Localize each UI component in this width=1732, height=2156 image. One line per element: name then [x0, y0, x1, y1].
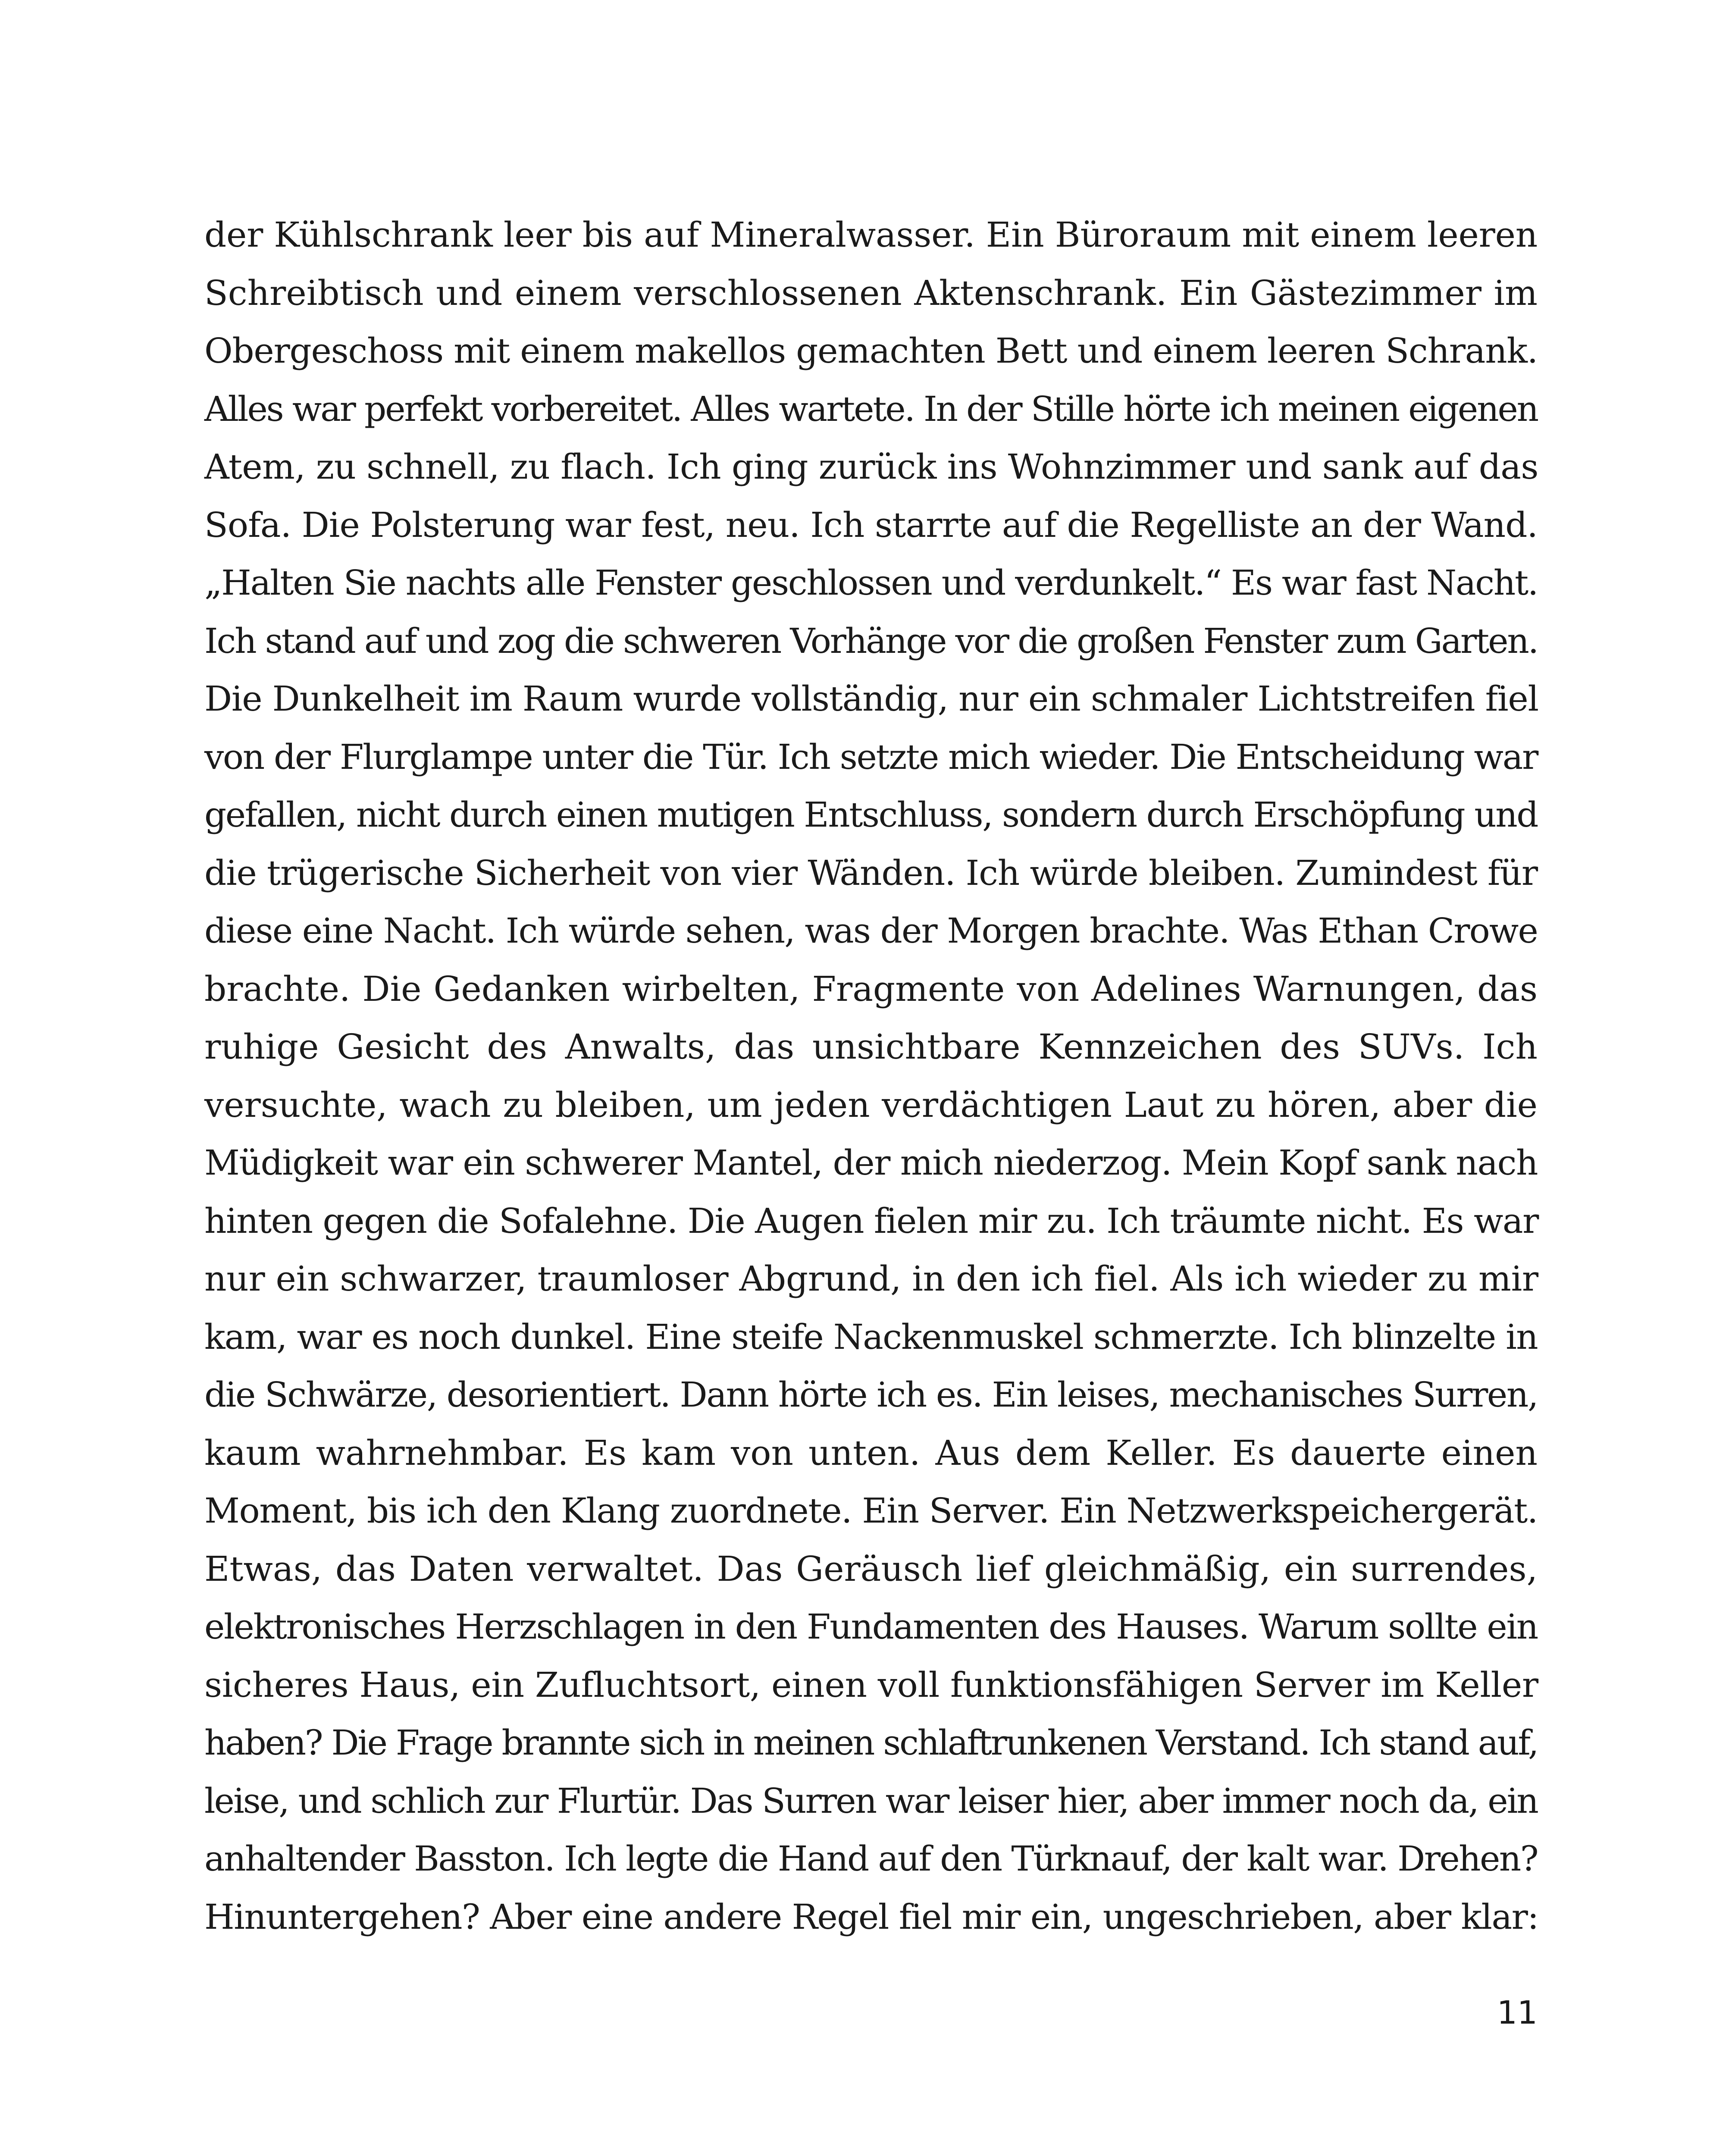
text-line: von der Flurglampe unter die Tür. Ich setzte mich wieder. Die Entscheidung war	[204, 736, 1538, 777]
body-paragraph	[204, 206, 1538, 1946]
text-line: anhaltender Basston. Ich legte die Hand auf den Türknauf, der kalt war. Drehen?	[204, 1839, 1538, 1879]
text-line: Alles war perfekt vorbereitet. Alles wartete. In der Stille hörte ich meinen eigenen	[204, 389, 1538, 429]
text-line: hinten gegen die Sofalehne. Die Augen fielen mir zu. Ich träumte nicht. Es war	[204, 1200, 1538, 1241]
text-line: Die Dunkelheit im Raum wurde vollständig, nur ein schmaler Lichtstreifen fiel	[204, 679, 1538, 719]
text-line: Moment, bis ich den Klang zuordnete. Ein Server. Ein Netzwerkspeichergerät.	[204, 1491, 1538, 1531]
text-line: Atem, zu schnell, zu flach. Ich ging zurück ins Wohnzimmer und sank auf das	[204, 447, 1538, 487]
text-line: Obergeschoss mit einem makellos gemachten Bett und einem leeren Schrank.	[204, 331, 1538, 371]
text-line: leise, und schlich zur Flurtür. Das Surren war leiser hier, aber immer noch da, ein	[204, 1780, 1538, 1821]
text-line: „Halten Sie nachts alle Fenster geschlossen und verdunkelt.“ Es war fast Nacht.	[204, 563, 1538, 603]
text-line: Hinuntergehen? Aber eine andere Regel fiel mir ein, ungeschrieben, aber klar:	[204, 1896, 1538, 1937]
text-line: kaum wahrnehmbar. Es kam von unten. Aus dem Keller. Es dauerte einen	[204, 1432, 1538, 1473]
text-line: nur ein schwarzer, traumloser Abgrund, in den ich fiel. Als ich wieder zu mir	[204, 1259, 1538, 1299]
text-line: gefallen, nicht durch einen mutigen Entschluss, sondern durch Erschöpfung und	[204, 795, 1538, 835]
text-line: der Kühlschrank leer bis auf Mineralwasser. Ein Büroraum mit einem leeren	[204, 215, 1538, 255]
text-line: haben? Die Frage brannte sich in meinen schlaftrunkenen Verstand. Ich stand auf,	[204, 1723, 1538, 1763]
text-line: sicheres Haus, ein Zufluchtsort, einen voll funktionsfähigen Server im Keller	[204, 1664, 1538, 1705]
text-line: Ich stand auf und zog die schweren Vorhänge vor die großen Fenster zum Garten.	[204, 620, 1538, 661]
text-line: die trügerische Sicherheit von vier Wänden. Ich würde bleiben. Zumindest für	[204, 852, 1538, 893]
text-line: elektronisches Herzschlagen in den Fundamenten des Hauses. Warum sollte ein	[204, 1607, 1538, 1647]
text-line: versuchte, wach zu bleiben, um jeden verdächtigen Laut zu hören, aber die	[204, 1084, 1538, 1125]
text-line: diese eine Nacht. Ich würde sehen, was der Morgen brachte. Was Ethan Crowe	[204, 911, 1538, 951]
text-line: ruhige Gesicht des Anwalts, das unsichtbare Kennzeichen des SUVs. Ich	[204, 1027, 1538, 1067]
text-line: die Schwärze, desorientiert. Dann hörte ich es. Ein leises, mechanisches Surren,	[204, 1375, 1538, 1415]
page-number: 11	[1497, 1994, 1538, 2031]
text-line: Etwas, das Daten verwaltet. Das Geräusch lief gleichmäßig, ein surrendes,	[204, 1548, 1538, 1589]
text-line: Sofa. Die Polsterung war fest, neu. Ich starrte auf die Regelliste an der Wand.	[204, 505, 1538, 545]
text-line: kam, war es noch dunkel. Eine steife Nackenmuskel schmerzte. Ich blinzelte in	[204, 1316, 1538, 1357]
text-line: Müdigkeit war ein schwerer Mantel, der mich niederzog. Mein Kopf sank nach	[204, 1143, 1538, 1183]
text-line: Schreibtisch und einem verschlossenen Aktenschrank. Ein Gästezimmer im	[204, 273, 1538, 313]
text-line: brachte. Die Gedanken wirbelten, Fragmente von Adelines Warnungen, das	[204, 968, 1538, 1009]
